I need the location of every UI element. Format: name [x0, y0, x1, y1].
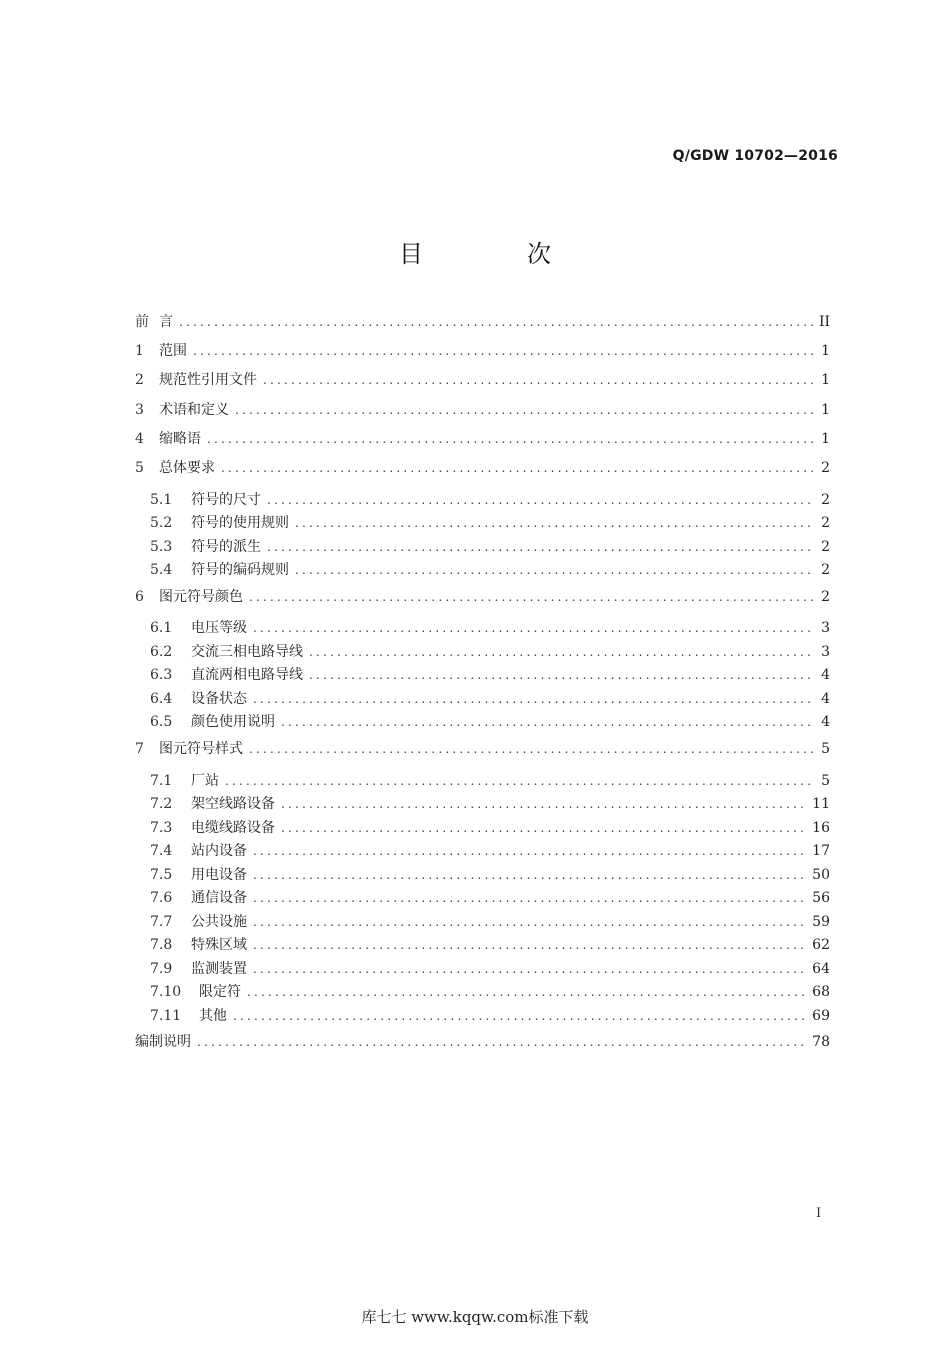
page-number: I	[816, 1206, 822, 1221]
document-code: Q/GDW 10702—2016	[672, 148, 838, 164]
toc-entry-page: II	[818, 314, 830, 330]
toc-entry-page: 2	[821, 562, 830, 579]
toc-entry-label: 符号的编码规则	[191, 562, 289, 579]
toc-entry-label: 交流三相电路导线	[191, 643, 303, 660]
toc-entry-label: 其他	[199, 1007, 227, 1024]
toc-entry-page: 16	[812, 819, 830, 836]
toc-entry[interactable]	[135, 981, 830, 1005]
toc-entry-label: 符号的尺寸	[191, 491, 261, 508]
toc-dot-leader	[197, 1028, 806, 1057]
toc-entry-label: 术语和定义	[159, 401, 229, 418]
toc-entry-label: 架空线路设备	[191, 796, 275, 812]
toc-entry-number: 4	[135, 430, 144, 447]
toc-entry-label: 范围	[159, 343, 187, 360]
toc-entry[interactable]	[135, 559, 830, 583]
toc-entry[interactable]	[135, 864, 830, 888]
toc-entry-number: 7.5	[150, 866, 173, 883]
toc-dot-leader	[267, 536, 814, 560]
toc-entry-label: 特殊区域	[191, 937, 247, 953]
toc-entry-number: 7.4	[150, 843, 173, 859]
toc-entry-number: 7.10	[150, 984, 182, 1000]
toc-entry-label: 监测装置	[191, 960, 247, 977]
toc-entry[interactable]	[135, 664, 830, 688]
toc-dot-leader	[281, 793, 806, 817]
toc-entry-number: 6.3	[150, 667, 173, 684]
toc-entry-number: 6	[135, 588, 144, 605]
toc-dot-leader	[253, 864, 806, 888]
toc-entry-label: 设备状态	[191, 690, 247, 707]
toc-entry-page: 2	[821, 459, 830, 476]
toc-entry[interactable]	[135, 489, 830, 513]
toc-entry-number: 1	[135, 343, 144, 360]
toc-entry-label: 电压等级	[191, 620, 247, 637]
toc-entry[interactable]	[135, 934, 830, 958]
toc-entry-number: 7.6	[150, 890, 173, 906]
toc-entry[interactable]	[135, 711, 830, 735]
toc-entry-label: 厂站	[191, 772, 219, 789]
toc-entry-page: 56	[812, 890, 830, 906]
toc-entry[interactable]	[135, 770, 830, 794]
toc-entry-page: 4	[821, 667, 830, 684]
toc-entry-page: 2	[821, 588, 830, 605]
toc-dot-leader	[235, 396, 814, 425]
toc-entry[interactable]	[135, 793, 830, 817]
toc-dot-leader	[295, 512, 814, 536]
toc-entry[interactable]	[135, 641, 830, 665]
toc-entry[interactable]	[135, 396, 830, 425]
toc-entry[interactable]	[135, 308, 830, 337]
toc-entry-page: 2	[821, 491, 830, 508]
toc-entry-label: 符号的派生	[191, 538, 261, 555]
toc-entry-number: 6.5	[150, 714, 173, 731]
toc-dot-leader	[225, 770, 814, 794]
toc-dot-leader	[207, 425, 814, 454]
toc-entry[interactable]	[135, 454, 830, 483]
toc-dot-leader	[249, 735, 814, 764]
toc-dot-leader	[263, 366, 814, 395]
toc-entry[interactable]	[135, 1028, 830, 1057]
toc-entry-number: 7.7	[150, 913, 173, 930]
toc-entry-number: 7	[135, 740, 144, 757]
toc-entry-page: 3	[821, 643, 830, 660]
table-of-contents	[135, 308, 830, 1057]
toc-entry[interactable]	[135, 536, 830, 560]
toc-dot-leader	[253, 934, 806, 958]
toc-entry[interactable]	[135, 366, 830, 395]
toc-entry-label: 总体要求	[159, 459, 215, 476]
toc-entry-label: 站内设备	[191, 843, 247, 859]
toc-dot-leader	[253, 958, 806, 982]
toc-entry-page: 1	[821, 430, 830, 447]
toc-title: 目 次	[399, 240, 591, 268]
toc-entry-number: 7.1	[150, 772, 173, 789]
toc-entry-number: 5.2	[150, 515, 173, 532]
toc-entry-page: 1	[821, 372, 830, 389]
toc-entry-page: 2	[821, 538, 830, 555]
toc-entry-page: 5	[821, 740, 830, 757]
toc-entry-page: 69	[812, 1007, 830, 1024]
toc-entry-label: 颜色使用说明	[191, 714, 275, 731]
toc-entry-page: 68	[812, 984, 830, 1000]
toc-dot-leader	[247, 981, 806, 1005]
toc-entry-page: 50	[812, 866, 830, 883]
toc-dot-leader	[253, 887, 806, 911]
toc-dot-leader	[233, 1005, 806, 1029]
toc-dot-leader	[193, 337, 814, 366]
toc-entry-page: 3	[821, 620, 830, 637]
footer-watermark: 库七七 www.kqqw.com标准下载	[361, 1308, 589, 1326]
toc-entry-label: 缩略语	[159, 430, 201, 447]
toc-entry-number: 6.1	[150, 620, 173, 637]
toc-entry-label: 电缆线路设备	[191, 819, 275, 836]
toc-entry-number: 5	[135, 459, 144, 476]
toc-entry-label: 规范性引用文件	[159, 372, 257, 389]
toc-dot-leader	[253, 840, 806, 864]
toc-entry-number: 7.3	[150, 819, 173, 836]
toc-entry-label: 言	[159, 314, 173, 330]
toc-dot-leader	[253, 911, 806, 935]
toc-entry-label: 通信设备	[191, 890, 247, 906]
toc-entry[interactable]	[135, 817, 830, 841]
toc-dot-leader	[253, 617, 814, 641]
toc-entry[interactable]	[135, 425, 830, 454]
toc-entry-label: 公共设施	[191, 913, 247, 930]
toc-entry-number: 7.11	[150, 1007, 182, 1024]
toc-entry-page: 1	[821, 401, 830, 418]
toc-entry-label: 图元符号样式	[159, 740, 243, 757]
toc-entry[interactable]	[135, 840, 830, 864]
toc-entry-page: 17	[812, 843, 830, 859]
toc-entry-label: 符号的使用规则	[191, 515, 289, 532]
toc-entry-page: 4	[821, 690, 830, 707]
toc-entry-page: 2	[821, 515, 830, 532]
toc-dot-leader	[249, 583, 814, 612]
toc-entry-number: 7.8	[150, 937, 173, 953]
toc-entry[interactable]	[135, 337, 830, 366]
toc-entry-number: 2	[135, 372, 144, 389]
toc-entry[interactable]	[135, 1005, 830, 1029]
toc-dot-leader	[253, 688, 814, 712]
toc-entry-label: 限定符	[199, 984, 241, 1000]
toc-entry-number: 前	[135, 314, 149, 330]
toc-entry-label: 图元符号颜色	[159, 588, 243, 605]
toc-entry-label: 编制说明	[135, 1034, 191, 1050]
toc-entry[interactable]	[135, 887, 830, 911]
toc-entry-label: 用电设备	[191, 866, 247, 883]
toc-entry[interactable]	[135, 617, 830, 641]
toc-entry-page: 1	[821, 343, 830, 360]
toc-entry-number: 5.3	[150, 538, 173, 555]
toc-dot-leader	[281, 711, 814, 735]
toc-entry[interactable]	[135, 735, 830, 764]
toc-dot-leader	[309, 664, 814, 688]
toc-entry-number: 7.2	[150, 796, 173, 812]
toc-entry[interactable]	[135, 958, 830, 982]
toc-entry-page: 62	[812, 937, 830, 953]
toc-entry-number: 3	[135, 401, 144, 418]
toc-entry-page: 4	[821, 714, 830, 731]
toc-entry-page: 78	[812, 1034, 830, 1050]
toc-entry-number: 6.4	[150, 690, 173, 707]
toc-entry-page: 64	[812, 960, 830, 977]
toc-entry[interactable]	[135, 688, 830, 712]
toc-entry[interactable]	[135, 583, 830, 612]
toc-dot-leader	[309, 641, 814, 665]
toc-dot-leader	[267, 489, 814, 513]
toc-entry[interactable]	[135, 911, 830, 935]
toc-entry-page: 11	[812, 796, 830, 812]
toc-entry-page: 5	[821, 772, 830, 789]
toc-dot-leader	[295, 559, 814, 583]
toc-entry-number: 6.2	[150, 643, 173, 660]
toc-entry-page: 59	[812, 913, 830, 930]
toc-entry-number: 7.9	[150, 960, 173, 977]
toc-dot-leader	[221, 454, 814, 483]
toc-entry-number: 5.4	[150, 562, 173, 579]
toc-dot-leader	[281, 817, 806, 841]
toc-entry[interactable]	[135, 512, 830, 536]
toc-entry-label: 直流两相电路导线	[191, 667, 303, 684]
toc-dot-leader	[179, 308, 813, 337]
toc-entry-number: 5.1	[150, 491, 173, 508]
